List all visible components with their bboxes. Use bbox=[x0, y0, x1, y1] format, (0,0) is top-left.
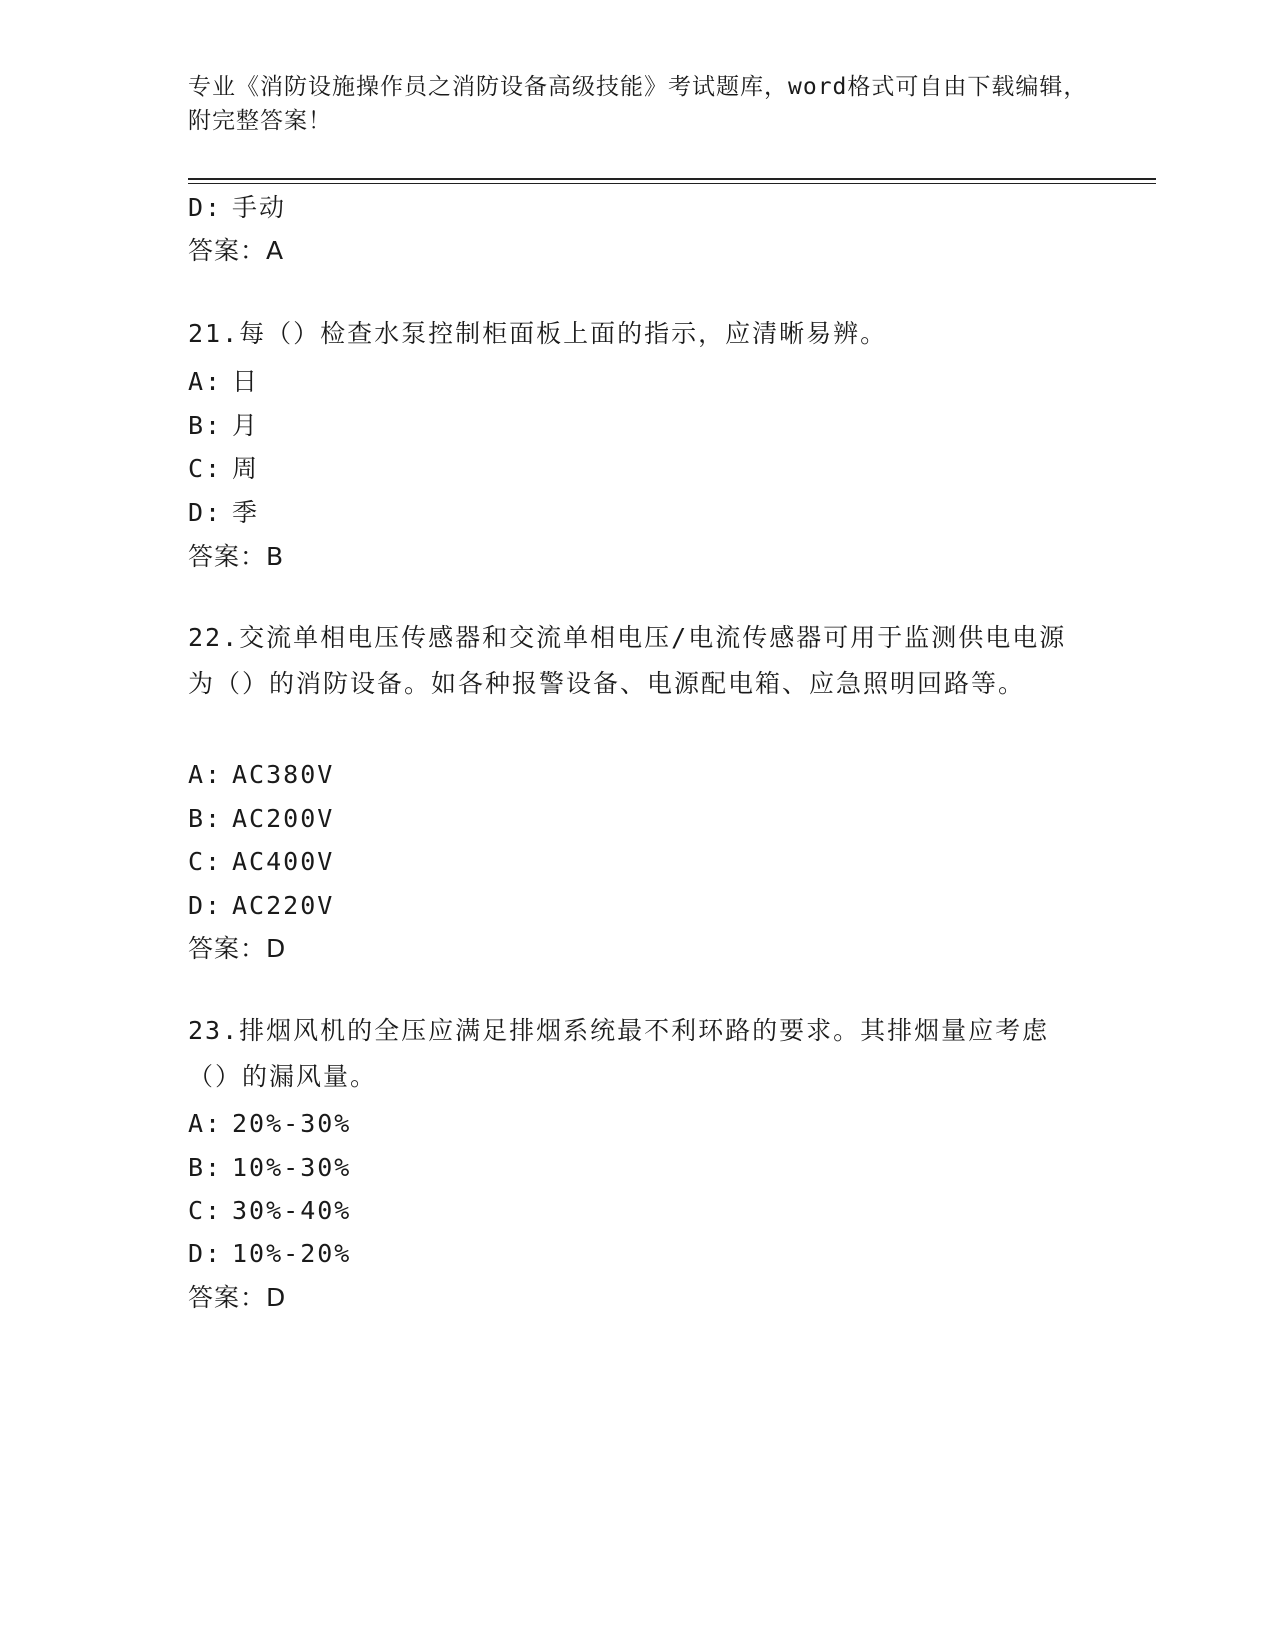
option-text: 30%-40% bbox=[232, 1196, 352, 1225]
option-d bbox=[188, 1238, 351, 1270]
option-d bbox=[188, 890, 334, 922]
option-key: B: bbox=[188, 804, 223, 833]
option-key: A: bbox=[188, 760, 223, 789]
option-c bbox=[188, 453, 259, 485]
option-text: 月 bbox=[232, 411, 260, 440]
option-a bbox=[188, 1108, 351, 1140]
question-stem: 21.每（）检查水泵控制柜面板上面的指示，应清晰易辨。 bbox=[188, 319, 888, 348]
option-key: D: bbox=[188, 891, 223, 920]
option-d bbox=[188, 497, 259, 529]
option-b bbox=[188, 410, 259, 442]
option-text: 10%-30% bbox=[232, 1153, 352, 1182]
header-divider-thin bbox=[188, 183, 1156, 184]
option-key: A: bbox=[188, 1109, 223, 1138]
option-a bbox=[188, 759, 334, 791]
option-text: AC380V bbox=[232, 760, 335, 789]
option-text: AC200V bbox=[232, 804, 335, 833]
question-stem: 23.排烟风机的全压应满足排烟系统最不利环路的要求。其排烟量应考虑（）的漏风量。 bbox=[188, 1016, 1050, 1091]
document-header: 专业《消防设施操作员之消防设备高级技能》考试题库，word格式可自由下载编辑，附完整答案！ bbox=[188, 74, 1088, 134]
option-key: C: bbox=[188, 847, 223, 876]
option-text: 周 bbox=[232, 454, 260, 483]
option-d bbox=[188, 192, 286, 224]
option-a bbox=[188, 366, 259, 398]
option-key: D: bbox=[188, 498, 223, 527]
option-c bbox=[188, 846, 334, 878]
option-text: AC220V bbox=[232, 891, 335, 920]
option-text: AC400V bbox=[232, 847, 335, 876]
option-key: B: bbox=[188, 411, 223, 440]
answer-line: 答案：D bbox=[188, 1283, 287, 1312]
option-key: C: bbox=[188, 1196, 223, 1225]
option-key: A: bbox=[188, 367, 223, 396]
option-b bbox=[188, 803, 334, 835]
option-text: 季 bbox=[232, 498, 260, 527]
answer-line: 答案：D bbox=[188, 934, 287, 963]
option-text: 手动 bbox=[232, 193, 287, 222]
option-key: B: bbox=[188, 1153, 223, 1182]
option-text: 20%-30% bbox=[232, 1109, 352, 1138]
option-b bbox=[188, 1152, 351, 1184]
answer-line: 答案：A bbox=[188, 236, 285, 265]
option-key: C: bbox=[188, 454, 223, 483]
option-key: D: bbox=[188, 1239, 223, 1268]
answer-line: 答案：B bbox=[188, 542, 285, 571]
header-divider bbox=[188, 178, 1156, 180]
option-text: 10%-20% bbox=[232, 1239, 352, 1268]
option-text: 日 bbox=[232, 367, 260, 396]
option-c bbox=[188, 1195, 351, 1227]
question-stem: 22.交流单相电压传感器和交流单相电压/电流传感器可用于监测供电电源为（）的消防设备。如各种报警设备、电源配电箱、应急照明回路等。 bbox=[188, 623, 1067, 698]
option-key: D: bbox=[188, 193, 223, 222]
